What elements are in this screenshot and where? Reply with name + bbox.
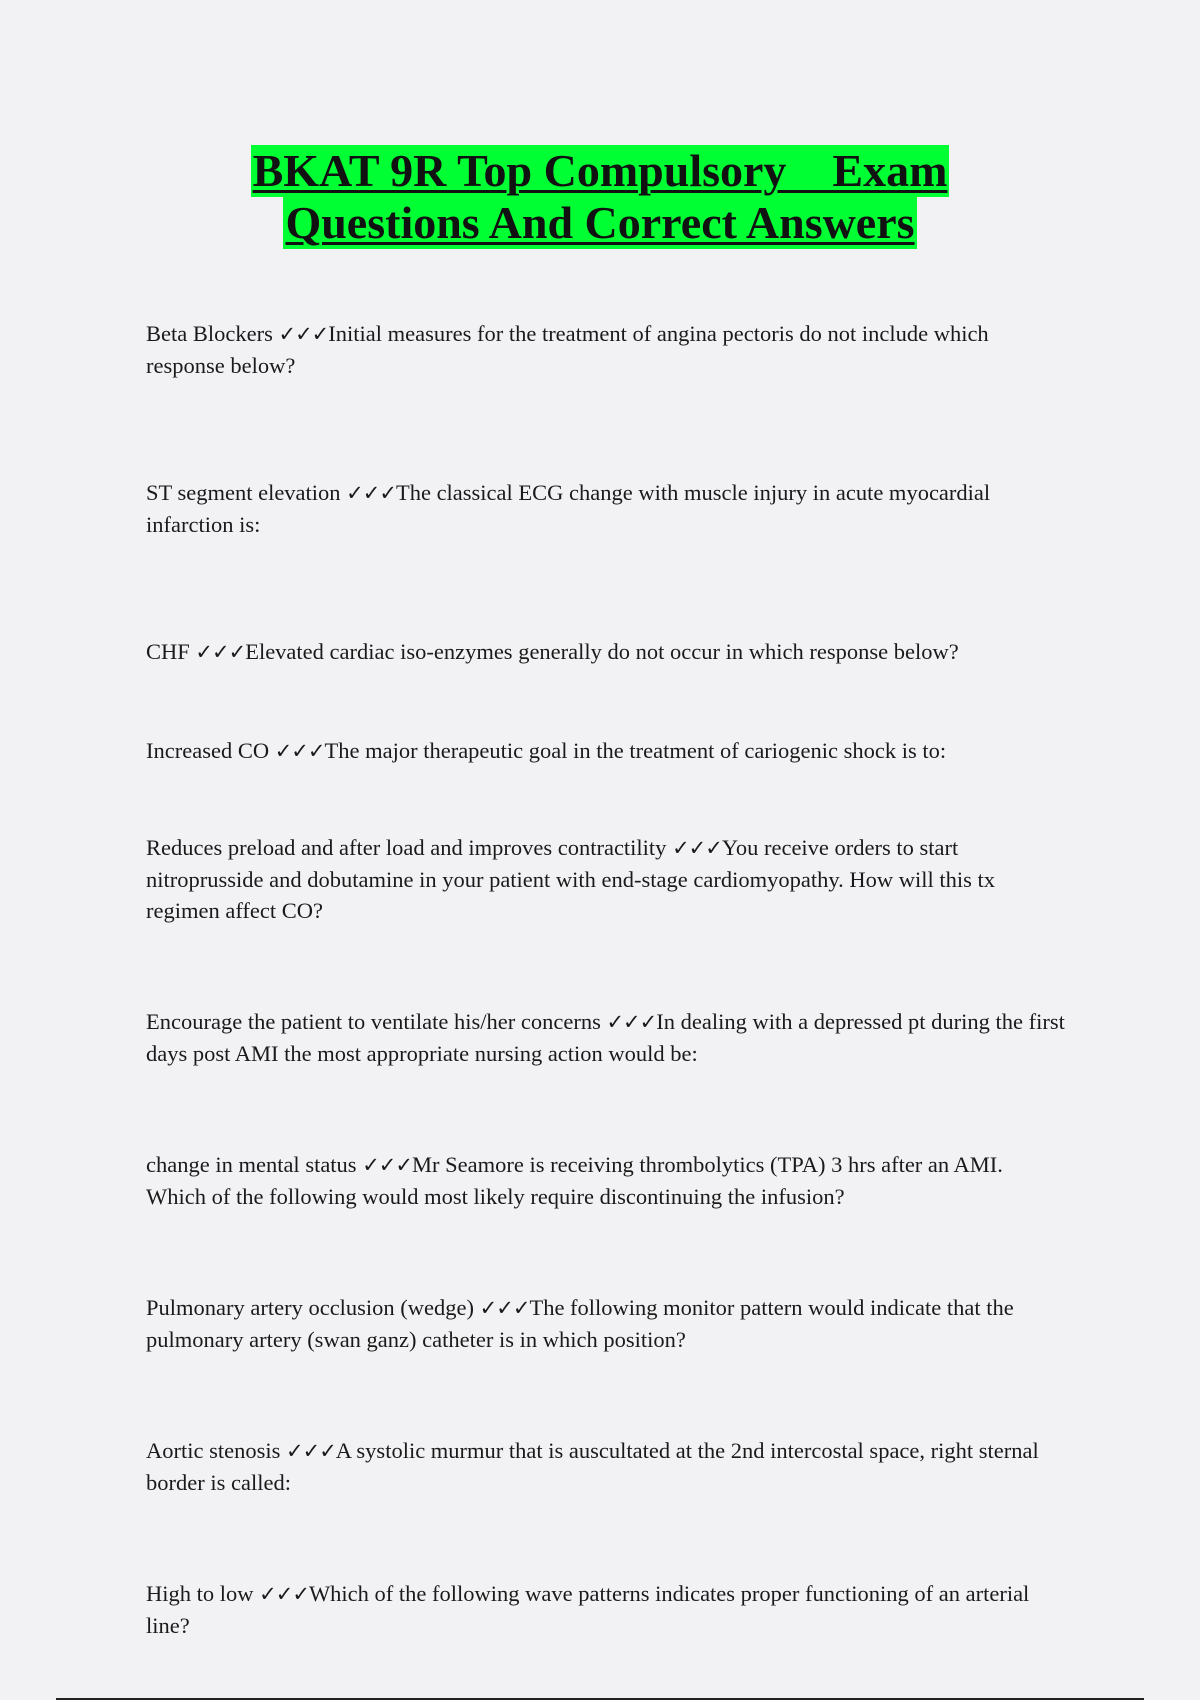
qa-item — [146, 1578, 1066, 1641]
qa-item — [146, 735, 1066, 767]
question-text: You receive orders to start nitroprusside and dobutamine in your patient with end-stage cardiomyopathy. How will this tx regimen affect CO? — [146, 835, 996, 923]
answer-text: Reduces preload and after load and improves contractility — [146, 835, 667, 860]
check-marks-icon: ✓✓✓ — [479, 1296, 530, 1320]
answer-text: High to low — [146, 1581, 254, 1606]
qa-item — [146, 477, 1066, 540]
check-marks-icon: ✓✓✓ — [259, 1582, 309, 1606]
answer-text: Aortic stenosis — [146, 1438, 281, 1463]
question-text: A systolic murmur that is auscultated at the 2nd intercostal space, right sternal border is called: — [146, 1438, 1039, 1495]
question-text: Which of the following wave patterns indicates proper functioning of an arterial line? — [146, 1581, 1030, 1638]
title-line-1: BKAT 9R Top Compulsory Exam — [252, 145, 948, 196]
check-marks-icon: ✓✓✓ — [672, 836, 722, 860]
check-marks-icon: ✓✓✓ — [274, 739, 325, 763]
answer-text: Beta Blockers — [146, 321, 273, 346]
answer-text: CHF — [146, 639, 190, 664]
question-text: In dealing with a depressed pt during the first days post AMI the most appropriate nursing action would be: — [146, 1009, 1065, 1066]
document-title — [0, 145, 1200, 249]
answer-text: Increased CO — [146, 738, 270, 763]
check-marks-icon: ✓✓✓ — [195, 640, 246, 664]
check-marks-icon: ✓✓✓ — [278, 322, 329, 346]
answer-text: change in mental status — [146, 1152, 357, 1177]
qa-item — [146, 318, 1066, 381]
check-marks-icon: ✓✓✓ — [606, 1010, 657, 1034]
question-text: Elevated cardiac iso-enzymes generally do not occur in which response below? — [245, 639, 959, 664]
qa-item — [146, 1292, 1066, 1355]
qa-item — [146, 1435, 1066, 1498]
qa-list — [146, 318, 1066, 1641]
check-marks-icon: ✓✓✓ — [362, 1153, 412, 1177]
qa-item — [146, 1149, 1066, 1212]
qa-item — [146, 636, 1066, 668]
check-marks-icon: ✓✓✓ — [286, 1439, 336, 1463]
qa-item — [146, 832, 1066, 926]
question-text: Initial measures for the treatment of angina pectoris do not include which response below? — [146, 321, 989, 378]
answer-text: Pulmonary artery occlusion (wedge) — [146, 1295, 475, 1320]
question-text: The classical ECG change with muscle injury in acute myocardial infarction is: — [146, 480, 991, 537]
question-text: Mr Seamore is receiving thrombolytics (TPA) 3 hrs after an AMI. Which of the following would most likely require discontinuing the infusion? — [146, 1152, 1003, 1209]
question-text: The following monitor pattern would indicate that the pulmonary artery (swan ganz) catheter is in which position? — [146, 1295, 1014, 1352]
answer-text: Encourage the patient to ventilate his/her concerns — [146, 1009, 601, 1034]
answer-text: ST segment elevation — [146, 480, 341, 505]
question-text: The major therapeutic goal in the treatment of cariogenic shock is to: — [324, 738, 947, 763]
check-marks-icon: ✓✓✓ — [346, 481, 396, 505]
title-line-2: Questions And Correct Answers — [285, 197, 915, 248]
qa-item — [146, 1006, 1066, 1069]
